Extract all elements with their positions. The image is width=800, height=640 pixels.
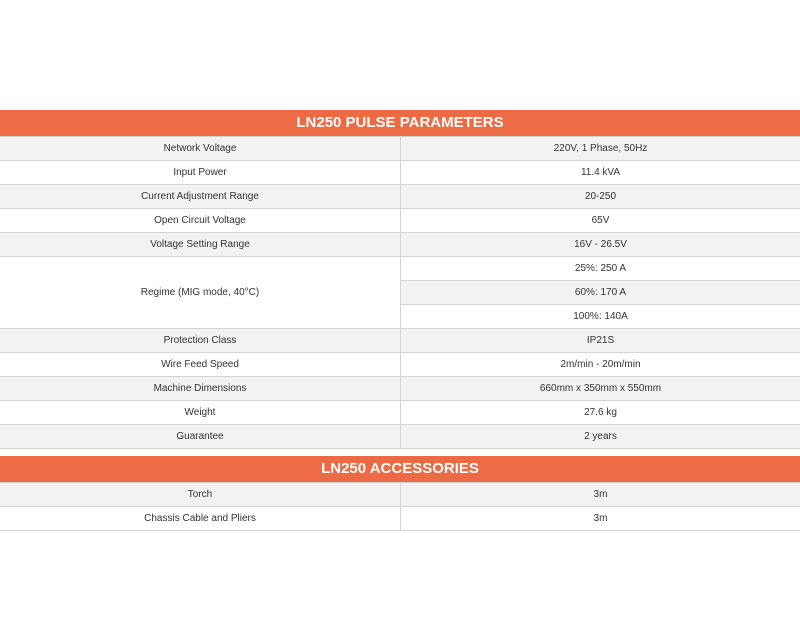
row-value: 11.4 kVA bbox=[401, 161, 800, 185]
table-row bbox=[0, 483, 800, 507]
row-label: Network Voltage bbox=[0, 137, 401, 161]
row-value: 2m/min - 20m/min bbox=[401, 353, 800, 377]
table-row bbox=[0, 353, 800, 377]
accessories-title: LN250 ACCESSORIES bbox=[0, 456, 800, 483]
regime-value: 60%: 170 A bbox=[401, 281, 800, 305]
row-value: 27.6 kg bbox=[401, 401, 800, 425]
row-value: 20-250 bbox=[401, 185, 800, 209]
table-row bbox=[0, 209, 800, 233]
regime-label: Regime (MIG mode, 40°C) bbox=[0, 257, 401, 329]
row-label: Protection Class bbox=[0, 329, 401, 353]
table-row bbox=[0, 233, 800, 257]
parameters-title: LN250 PULSE PARAMETERS bbox=[0, 110, 800, 137]
row-value: 65V bbox=[401, 209, 800, 233]
row-label: Torch bbox=[0, 483, 401, 507]
table-row bbox=[0, 425, 800, 449]
table-row bbox=[0, 185, 800, 209]
row-label: Weight bbox=[0, 401, 401, 425]
row-label: Chassis Cable and Pliers bbox=[0, 507, 401, 531]
parameters-table bbox=[0, 110, 800, 449]
table-row bbox=[0, 507, 800, 531]
row-value: 660mm x 350mm x 550mm bbox=[401, 377, 800, 401]
row-label: Current Adjustment Range bbox=[0, 185, 401, 209]
row-value: IP21S bbox=[401, 329, 800, 353]
row-value: 3m bbox=[401, 507, 800, 531]
table-row bbox=[0, 161, 800, 185]
regime-value: 100%: 140A bbox=[401, 305, 800, 329]
table-row bbox=[0, 257, 800, 281]
row-value: 3m bbox=[401, 483, 800, 507]
table-row bbox=[0, 137, 800, 161]
row-label: Voltage Setting Range bbox=[0, 233, 401, 257]
row-value: 16V - 26.5V bbox=[401, 233, 800, 257]
row-value: 220V, 1 Phase, 50Hz bbox=[401, 137, 800, 161]
regime-value: 25%: 250 A bbox=[401, 257, 800, 281]
row-value: 2 years bbox=[401, 425, 800, 449]
row-label: Wire Feed Speed bbox=[0, 353, 401, 377]
table-row bbox=[0, 401, 800, 425]
accessories-grid bbox=[0, 483, 800, 531]
row-label: Guarantee bbox=[0, 425, 401, 449]
accessories-table bbox=[0, 456, 800, 531]
row-label: Input Power bbox=[0, 161, 401, 185]
parameters-grid bbox=[0, 137, 800, 449]
row-label: Machine Dimensions bbox=[0, 377, 401, 401]
row-label: Open Circuit Voltage bbox=[0, 209, 401, 233]
table-row bbox=[0, 377, 800, 401]
table-row bbox=[0, 329, 800, 353]
